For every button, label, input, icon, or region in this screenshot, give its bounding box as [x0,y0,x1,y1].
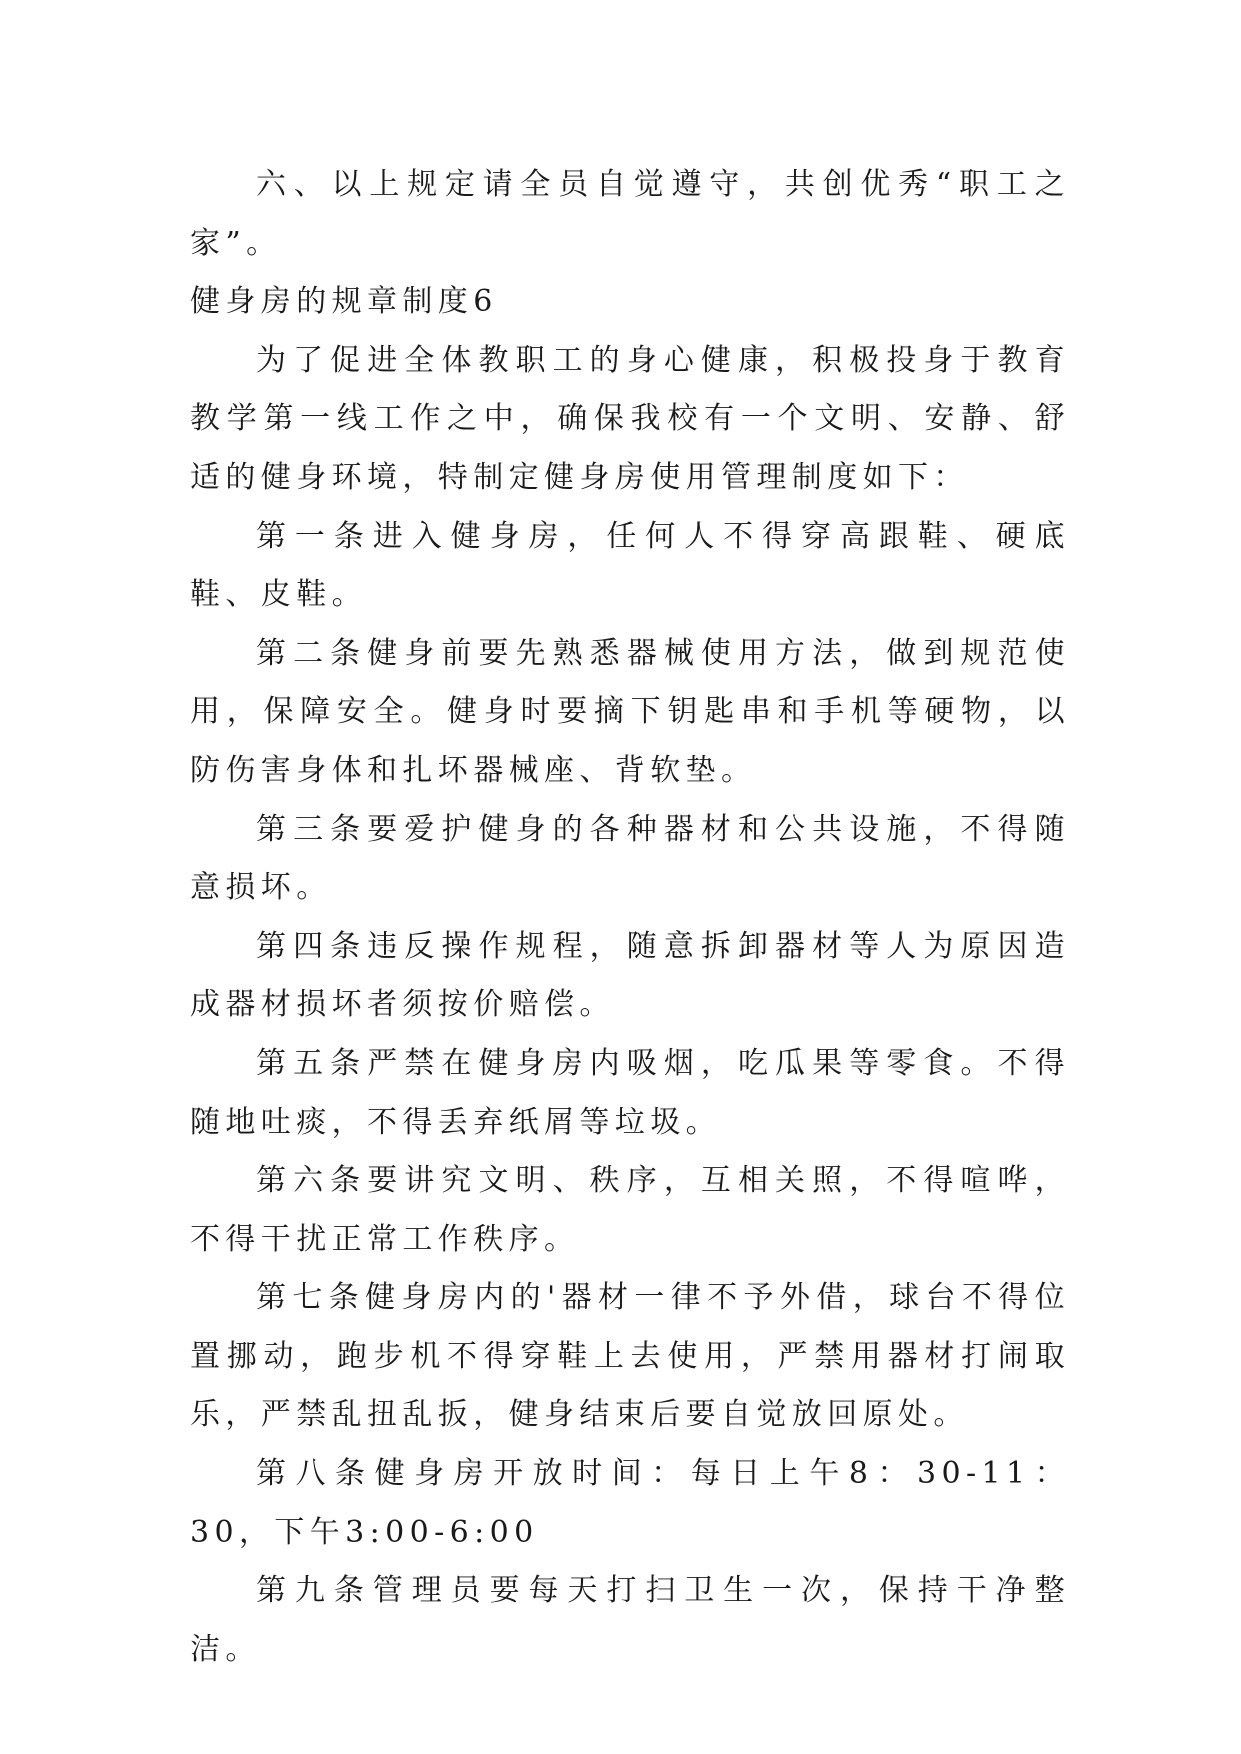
paragraph-article-2: 第二条健身前要先熟悉器械使用方法，做到规范使用，保障安全。健身时要摘下钥匙串和手机等硬物，以防伤害身体和扎坏器械座、背软垫。 [190,635,1070,788]
paragraph-article-9: 第九条管理员要每天打扫卫生一次，保持干净整洁。 [190,1573,1070,1667]
paragraph-article-8: 第八条健身房开放时间：每日上午8：30-11：30，下午3:00-6:00 [190,1456,1070,1550]
paragraph-article-7: 第七条健身房内的'器材一律不予外借，球台不得位置挪动，跑步机不得穿鞋上去使用，严禁用器材打闹取乐，严禁乱扭乱扳，健身结束后要自觉放回原处。 [190,1280,1070,1433]
paragraph-article-6: 第六条要讲究文明、秩序，互相关照，不得喧哗，不得干扰正常工作秩序。 [190,1163,1070,1257]
document-body [190,156,1070,1679]
paragraph-article-5: 第五条严禁在健身房内吸烟，吃瓜果等零食。不得随地吐痰，不得丢弃纸屑等垃圾。 [190,1045,1070,1140]
paragraph-closing-rule: 六、以上规定请全员自觉遵守，共创优秀“职工之家”。 [190,167,1070,261]
paragraph-article-3: 第三条要爱护健身的各种器材和公共设施，不得随意损坏。 [190,811,1070,906]
paragraph-intro: 为了促进全体教职工的身心健康，积极投身于教育教学第一线工作之中，确保我校有一个文明、安静、舒适的健身环境，特制定健身房使用管理制度如下： [190,342,1070,495]
section-heading: 健身房的规章制度6 [190,284,498,320]
paragraph-article-1: 第一条进入健身房，任何人不得穿高跟鞋、硬底鞋、皮鞋。 [190,518,1070,613]
paragraph-article-4: 第四条违反操作规程，随意拆卸器材等人为原因造成器材损坏者须按价赔偿。 [190,928,1070,1023]
